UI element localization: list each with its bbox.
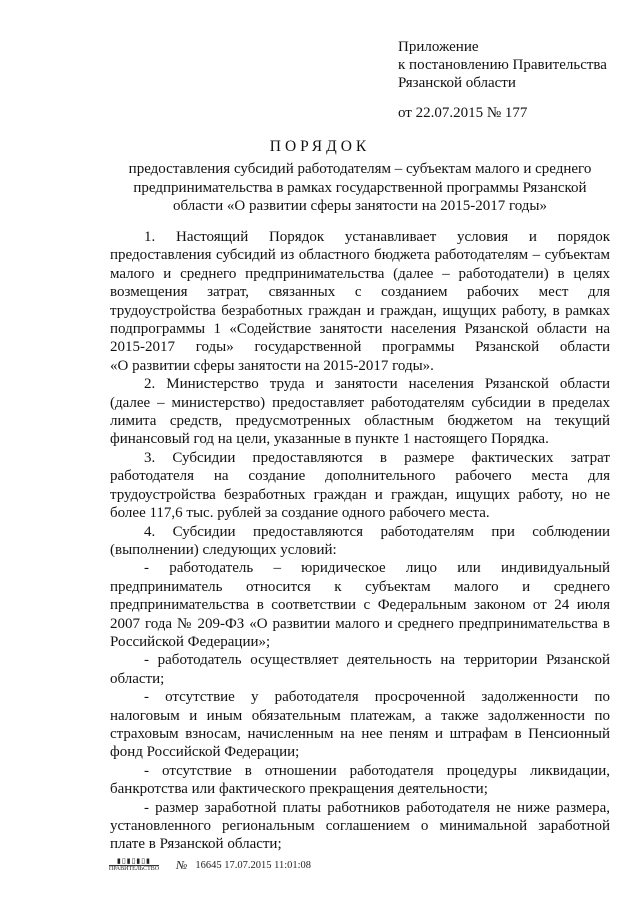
document-body xyxy=(110,228,610,854)
body-line: 4. Субсидии предоставляются работодателям при соблюдении xyxy=(144,523,610,540)
document-title: ПОРЯДОК xyxy=(269,138,371,155)
body-line: возмещения затрат, связанных с созданием рабочих мест для xyxy=(110,284,610,301)
body-line: 3. Субсидии предоставляются в размере фактических затрат xyxy=(144,449,610,466)
body-line: фонд Российской Федерации; xyxy=(110,744,300,761)
body-line: работодателя на создание дополнительного рабочего места для xyxy=(110,468,610,485)
body-line: предпринимательства в соответствии с Федеральным законом от 24 июля xyxy=(110,597,610,614)
body-line: 1. Настоящий Порядок устанавливает условия и порядок xyxy=(144,229,610,245)
body-line: (выполнении) следующих условий: xyxy=(110,541,337,558)
appendix-line-2: к постановлению Правительства xyxy=(398,57,607,73)
body-line: трудоустройства безработных граждан и граждан, ищущих работу, в рамках xyxy=(110,302,610,319)
appendix-header xyxy=(398,38,607,122)
body-line: 2007 года № 209-ФЗ «О развитии малого и среднего предпринимательства в xyxy=(110,615,610,632)
body-line: установленного региональным соглашением о минимальной заработной xyxy=(110,818,610,834)
body-line: малого и среднего предпринимательства (далее – работодатели) в целях xyxy=(110,265,610,282)
body-line: «О развитии сферы занятости на 2015-2017 годы». xyxy=(110,357,434,374)
appendix-line-3: Рязанской области xyxy=(398,75,516,91)
body-line: страховым взносам, начисленным на нее пеням и штрафам в Пенсионный xyxy=(110,725,610,742)
body-line: подпрограммы 1 «Содействие занятости населения Рязанской области на xyxy=(110,321,610,338)
number-sign: № xyxy=(176,857,188,872)
registration-footer xyxy=(104,856,311,874)
subtitle-line: предоставления субсидий работодателям – субъектам малого и среднего xyxy=(128,161,592,177)
body-line: более 117,6 тыс. рублей за создание одного рабочего места. xyxy=(110,505,490,522)
document-subtitle xyxy=(110,160,610,216)
appendix-date: от 22.07.2015 № 177 xyxy=(398,105,528,121)
body-line: - размер заработной платы работников работодателя не ниже размера, xyxy=(144,799,610,816)
government-stamp-icon: ▮▯▮▯▮▯▮ ПРАВИТЕЛЬСТВО xyxy=(108,857,160,872)
body-line: лимита средств, предусмотренных областным бюджетом на текущий xyxy=(110,413,610,430)
body-line: налоговым и иным обязательным платежам, а также задолженности по xyxy=(110,707,610,724)
body-line: предприниматель относится к субъектам малого и среднего xyxy=(110,578,610,595)
body-line: - работодатель – юридическое лицо или индивидуальный xyxy=(144,560,610,577)
subtitle-line: предпринимательства в рамках государственной программы Рязанской xyxy=(133,179,587,196)
appendix-line-1: Приложение xyxy=(398,39,479,55)
body-line: трудоустройства безработных граждан и граждан, ищущих работу, но не xyxy=(110,486,610,503)
body-line: 2. Министерство труда и занятости населения Рязанской области xyxy=(144,376,610,393)
body-line: плате в Рязанской области; xyxy=(110,836,282,853)
body-line: финансовый год на цели, указанные в пункте 1 настоящего Порядка. xyxy=(110,431,549,448)
body-line: Российской Федерации»; xyxy=(110,633,271,650)
registration-number: 16645 17.07.2015 11:01:08 xyxy=(195,859,312,871)
body-line: (далее – министерство) предоставляет работодателям субсидии в пределах xyxy=(110,394,610,411)
body-line: 2015-2017 годы» государственной программы Рязанской области xyxy=(110,339,610,356)
body-line: - отсутствие в отношении работодателя процедуры ликвидации, xyxy=(144,762,610,779)
stamp-label: ПРАВИТЕЛЬСТВО xyxy=(108,866,160,872)
subtitle-line: области «О развитии сферы занятости на 2015-2017 годы» xyxy=(172,198,548,214)
body-line: области; xyxy=(110,670,165,687)
body-line: - работодатель осуществляет деятельность на территории Рязанской xyxy=(144,652,610,669)
body-line: - отсутствие у работодателя просроченной задолженности по xyxy=(144,689,610,706)
body-line: банкротства или фактического прекращения деятельности; xyxy=(110,781,488,798)
body-line: предоставления субсидий из областного бюджета работодателям – субъектам xyxy=(110,247,610,264)
